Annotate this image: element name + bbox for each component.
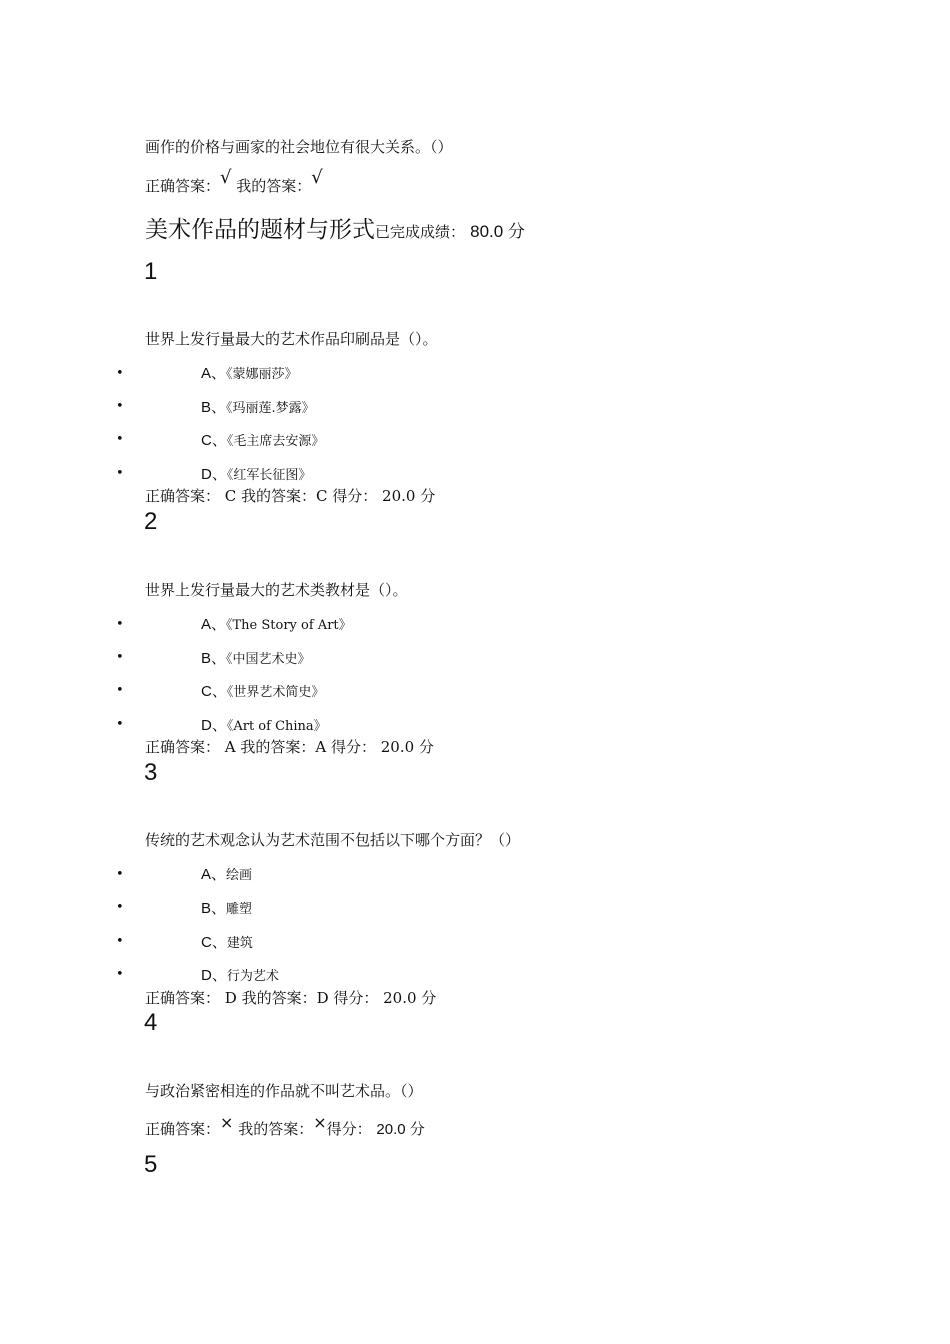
option-text: 《中国艺术史》 xyxy=(226,652,311,667)
cross-icon: × xyxy=(313,1113,327,1132)
result-line: 正确答案： A 我的答案：A 得分： 20.0 分 xyxy=(145,738,434,756)
option-text: 《红军长征图》 xyxy=(226,468,312,483)
option-a[interactable] xyxy=(201,613,352,634)
bullet-icon: • xyxy=(116,867,124,882)
my-answer-label: 我的答案： xyxy=(236,177,312,195)
question-text: 传统的艺术观念认为艺术范围不包括以下哪个方面？（） xyxy=(145,831,521,849)
option-letter: D、 xyxy=(201,967,227,984)
option-text: 《蒙娜丽莎》 xyxy=(226,367,298,382)
question-number: 2 xyxy=(144,508,158,535)
section-title: 美术作品的题材与形式 xyxy=(145,217,375,243)
correct-answer-label: 正确答案： xyxy=(145,1120,221,1138)
option-b[interactable] xyxy=(201,897,252,918)
option-text: 《Art of China》 xyxy=(226,719,327,734)
option-letter: B、 xyxy=(201,399,227,416)
correct-answer-label: 正确答案： xyxy=(145,177,221,195)
my-answer-label: 我的答案： xyxy=(238,1120,314,1138)
option-d[interactable] xyxy=(201,463,311,484)
bullet-icon: • xyxy=(116,717,124,732)
bullet-icon: • xyxy=(116,683,124,698)
section-header xyxy=(145,211,525,244)
bullet-icon: • xyxy=(116,399,124,414)
option-text: 行为艺术 xyxy=(226,969,279,984)
bullet-icon: • xyxy=(116,650,124,665)
score-label: 得分： xyxy=(326,1120,372,1138)
bullet-icon: • xyxy=(116,934,124,949)
option-letter: A、 xyxy=(201,866,227,883)
bullet-icon: • xyxy=(116,432,124,447)
answer-line xyxy=(145,167,323,196)
option-letter: B、 xyxy=(201,900,227,917)
score-value: 20.0 分 xyxy=(376,1121,425,1138)
option-text: 《The Story of Art》 xyxy=(226,618,352,633)
option-b[interactable] xyxy=(201,396,315,417)
bullet-icon: • xyxy=(116,967,124,982)
option-a[interactable] xyxy=(201,863,252,884)
option-a[interactable] xyxy=(201,362,298,383)
question-number: 5 xyxy=(144,1151,158,1178)
option-text: 建筑 xyxy=(226,936,253,951)
result-line: 正确答案： C 我的答案：C 得分： 20.0 分 xyxy=(145,487,436,505)
option-letter: C、 xyxy=(201,934,227,951)
option-letter: A、 xyxy=(201,616,227,633)
option-d[interactable] xyxy=(201,714,327,735)
question-number: 1 xyxy=(144,258,158,285)
option-letter: B、 xyxy=(201,650,227,667)
option-letter: C、 xyxy=(201,432,227,449)
option-d[interactable] xyxy=(201,964,279,985)
question-text: 世界上发行量最大的艺术作品印刷品是（）。 xyxy=(145,330,438,348)
option-letter: C、 xyxy=(201,683,227,700)
section-status: 已完成成绩： xyxy=(375,223,466,241)
result-line: 正确答案： D 我的答案：D 得分： 20.0 分 xyxy=(145,989,437,1007)
option-text: 雕塑 xyxy=(226,902,253,917)
bullet-icon: • xyxy=(116,617,124,632)
option-c[interactable] xyxy=(201,680,324,701)
option-text: 《世界艺术简史》 xyxy=(226,685,325,700)
question-text: 世界上发行量最大的艺术类教材是（）。 xyxy=(145,581,408,599)
check-icon: √ xyxy=(311,167,323,188)
option-text: 《玛丽莲.梦露》 xyxy=(226,401,315,416)
option-c[interactable] xyxy=(201,931,253,952)
option-b[interactable] xyxy=(201,647,311,668)
check-icon: √ xyxy=(220,167,232,188)
bullet-icon: • xyxy=(116,466,124,481)
bullet-icon: • xyxy=(116,900,124,915)
cross-icon: × xyxy=(220,1113,234,1132)
answer-line xyxy=(145,1113,425,1139)
question-text: 画作的价格与画家的社会地位有很大关系。（） xyxy=(145,138,453,156)
question-text: 与政治紧密相连的作品就不叫艺术品。（） xyxy=(145,1082,423,1100)
question-number: 3 xyxy=(144,759,158,786)
option-c[interactable] xyxy=(201,429,324,450)
question-number: 4 xyxy=(144,1009,158,1036)
option-text: 《毛主席去安源》 xyxy=(226,434,325,449)
option-text: 绘画 xyxy=(226,868,253,883)
option-letter: A、 xyxy=(201,365,227,382)
option-letter: D、 xyxy=(201,466,227,483)
bullet-icon: • xyxy=(116,366,124,381)
section-score: 80.0 分 xyxy=(470,222,525,241)
option-letter: D、 xyxy=(201,717,227,734)
